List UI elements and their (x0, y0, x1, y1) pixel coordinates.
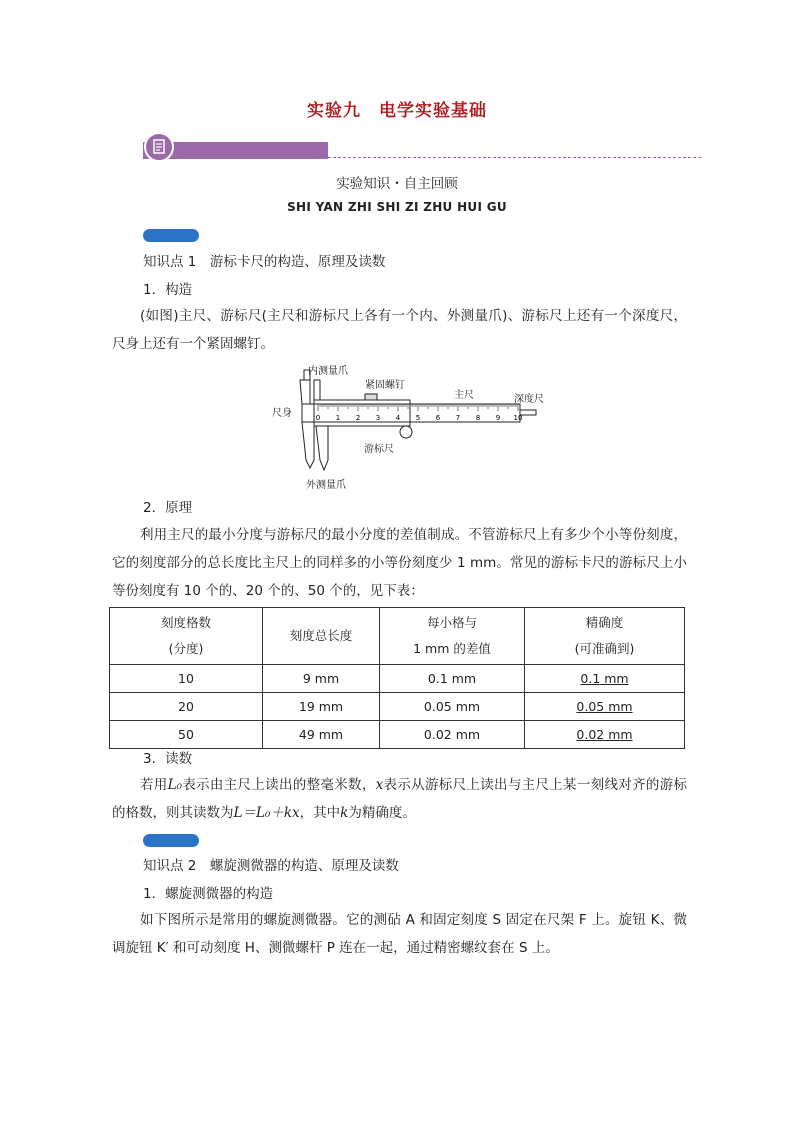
table-cell: 10 (110, 665, 263, 693)
table-cell: 50 (110, 721, 263, 749)
scale-number: 3 (375, 414, 381, 422)
table-cell: 0.02 mm (380, 721, 525, 749)
table-cell: 0.1 mm (380, 665, 525, 693)
table-cell: 19 mm (263, 693, 380, 721)
scale-number: 1 (335, 414, 341, 422)
table-header-cell: 刻度格数 (分度) (110, 608, 263, 665)
table-cell: 20 (110, 693, 263, 721)
label-inner-jaw: 内测量爪 (308, 366, 348, 377)
scale-number: 7 (455, 414, 461, 422)
scale-number: 0 (315, 414, 321, 422)
label-clamp-screw: 紧固螺钉 (365, 380, 405, 391)
kp1-s3-text: 若用L₀表示由主尺上读出的整毫米数，x表示从游标尺上读出与主尺上某一刻线对齐的游标的格数，则其读数为L＝L₀＋kx，其中k为精确度。 (112, 777, 688, 821)
knowledge-point-marker (143, 834, 199, 847)
notebook-icon (144, 132, 174, 162)
scale-number: 10 (513, 414, 523, 422)
knowledge-point-marker (143, 229, 199, 242)
vernier-precision-table (109, 607, 685, 749)
table-row (110, 693, 685, 721)
scale-number: 6 (435, 414, 441, 422)
kp2-heading: 知识点 2 螺旋测微器的构造、原理及读数 (143, 858, 399, 874)
table-cell: 0.1 mm (525, 665, 685, 693)
scale-number: 4 (395, 414, 401, 422)
table-cell: 0.05 mm (380, 693, 525, 721)
kp1-s2-title: 2．原理 (143, 500, 193, 516)
scale-number: 8 (475, 414, 481, 422)
kp1-s1-title: 1．构造 (143, 282, 193, 298)
section-subtitle: 实验知识・自主回顾 (336, 176, 458, 192)
scale-number: 2 (355, 414, 361, 422)
table-cell: 0.02 mm (525, 721, 685, 749)
kp1-s3-title: 3．读数 (143, 751, 193, 767)
kp1-heading: 知识点 1 游标卡尺的构造、原理及读数 (143, 254, 386, 270)
table-header-cell: 精确度 (可准确到) (525, 608, 685, 665)
vernier-caliper-diagram (270, 360, 560, 490)
label-outer-jaw: 外测量爪 (306, 480, 346, 491)
table-cell: 9 mm (263, 665, 380, 693)
table-header-row (110, 608, 685, 665)
label-main-scale: 主尺 (454, 390, 474, 401)
caliper-figure (270, 360, 560, 490)
table-cell: 49 mm (263, 721, 380, 749)
table-header-cell: 刻度总长度 (263, 608, 380, 665)
scale-number: 5 (415, 414, 421, 422)
section-subtitle-pinyin: SHI YAN ZHI SHI ZI ZHU HUI GU (287, 200, 507, 214)
banner-dashed-line (328, 157, 701, 158)
label-body: 尺身 (272, 408, 292, 419)
page-title: 实验九 电学实验基础 (307, 101, 487, 121)
table-row (110, 665, 685, 693)
table-header-cell: 每小格与 1 mm 的差值 (380, 608, 525, 665)
table-row (110, 721, 685, 749)
kp2-s1-text: 如下图所示是常用的螺旋测微器。它的测砧 A 和固定刻度 S 固定在尺架 F 上。旋钮 K、微调旋钮 K′ 和可动刻度 H、测微螺杆 P 连在一起，通过精密螺纹套在 S 上。 (112, 912, 687, 956)
kp2-s1-title: 1．螺旋测微器的构造 (143, 886, 274, 902)
label-vernier: 游标尺 (364, 444, 394, 455)
reading-formula: L＝L₀＋kx (233, 805, 300, 821)
table-cell: 0.05 mm (525, 693, 685, 721)
scale-number: 9 (495, 414, 501, 422)
kp1-s1-text: (如图)主尺、游标尺(主尺和游标尺上各有一个内、外测量爪)、游标尺上还有一个深度尺，尺身上还有一个紧固螺钉。 (112, 308, 687, 352)
kp1-s2-text: 利用主尺的最小分度与游标尺的最小分度的差值制成。不管游标尺上有多少个小等份刻度，它的刻度部分的总长度比主尺上的同样多的小等份刻度少 1 mm。常见的游标卡尺的游标尺上小等份刻度有 10 个的、20 个的、50 个的，见下表： (112, 527, 687, 599)
label-depth-rod: 深度尺 (514, 394, 544, 405)
